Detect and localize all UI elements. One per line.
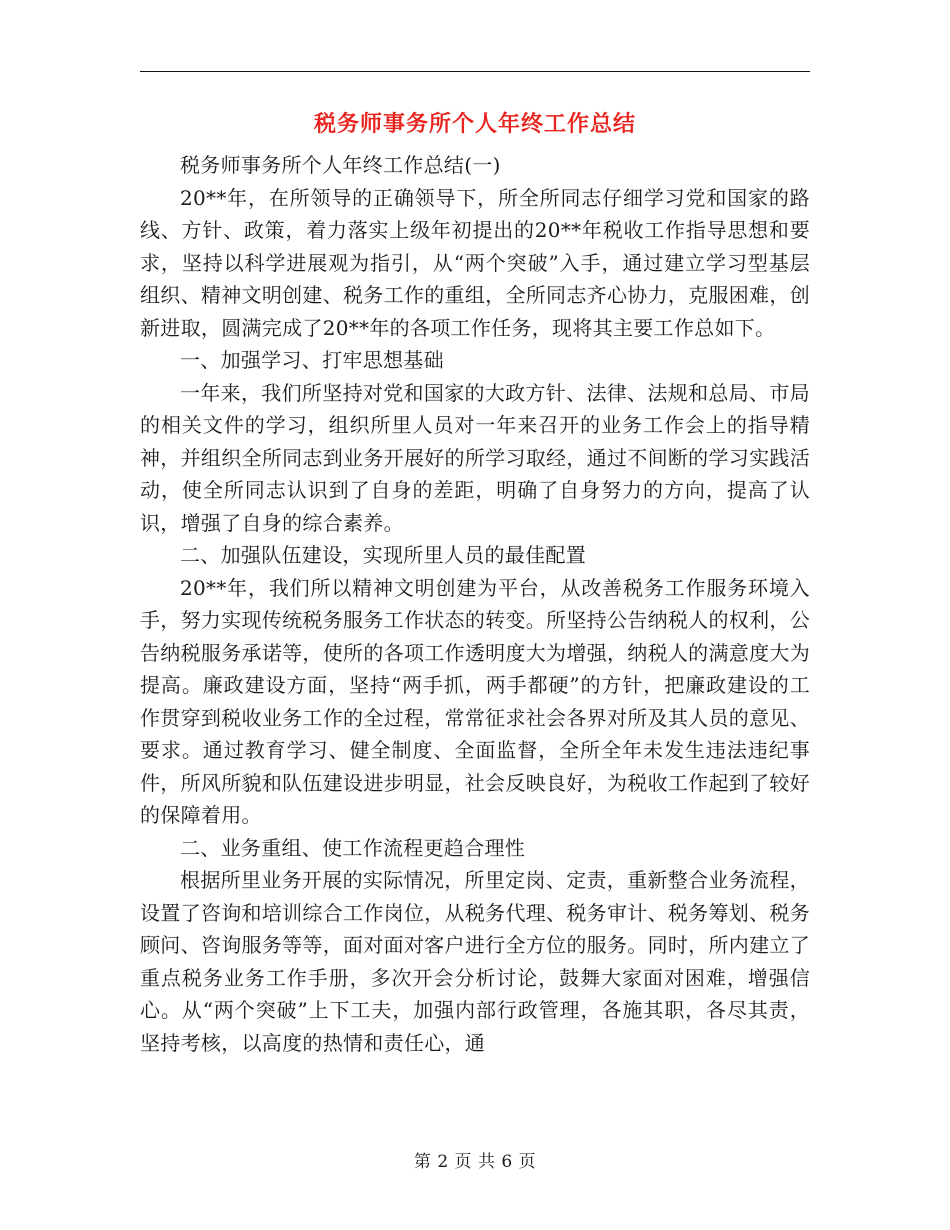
body-paragraph-intro: 20**年，在所领导的正确领导下，所全所同志仔细学习党和国家的路线、方针、政策，着力落实上级年初提出的20**年税收工作指导思想和要求，坚持以科学进展观为指引，从“两个突破”入手，通过建立学习型基层组织、精神文明创建、税务工作的重组，全所同志齐心协力，克服困难，创新进取，圆满完成了20**年的各项工作任务，现将其主要工作总如下。 [140, 185, 810, 340]
subtitle-paragraph: 税务师事务所个人年终工作总结(一) [180, 153, 501, 177]
document-title: 税务师事务所个人年终工作总结 [313, 112, 636, 137]
body-paragraph-team: 20**年，我们所以精神文明创建为平台，从改善税务工作服务环境入手，努力实现传统税务服务工作状态的转变。所坚持公告纳税人的权利，公告纳税服务承诺等，使所的各项工作透明度大为增强，纳税人的满意度大为提高。廉政建设方面，坚持“两手抓，两手都硬”的方针，把廉政建设的工作贯穿到税收业务工作的全过程，常常征求社会各界对所及其人员的意见、要求。通过教育学习、健全制度、全面监督，全所全年未发生违法违纪事件，所风所貌和队伍建设进步明显，社会反映良好，为税收工作起到了较好的保障着用。 [140, 575, 810, 827]
body-paragraph-business: 根据所里业务开展的实际情况，所里定岗、定责，重新整合业务流程，设置了咨询和培训综合工作岗位，从税务代理、税务审计、税务筹划、税务顾问、咨询服务等等，面对面对客户进行全方位的服务。同时，所内建立了重点税务业务工作手册，多次开会分析讨论，鼓舞大家面对困难，增强信心。从“两个突破”上下工夫，加强内部行政管理，各施其职，各尽其责，坚持考核，以高度的热情和责任心，通 [140, 868, 810, 1055]
section-heading-2: 二、加强队伍建设，实现所里人员的最佳配置 [180, 543, 586, 567]
page-number-footer: 第 2 页 共 6 页 [413, 1152, 537, 1172]
body-paragraph-study: 一年来，我们所坚持对党和国家的大政方针、法律、法规和总局、市局的相关文件的学习，组织所里人员对一年来召开的业务工作会上的指导精神，并组织全所同志到业务开展好的所学习取经，通过不间断的学习实践活动，使全所同志认识到了自身的差距，明确了自身努力的方向，提高了认识，增强了自身的综合素养。 [140, 380, 810, 535]
section-heading-1: 一、加强学习、打牢思想基础 [180, 348, 444, 372]
header-rule [140, 71, 810, 72]
section-heading-3: 二、业务重组、使工作流程更趋合理性 [180, 835, 526, 860]
document-body [140, 149, 810, 1059]
